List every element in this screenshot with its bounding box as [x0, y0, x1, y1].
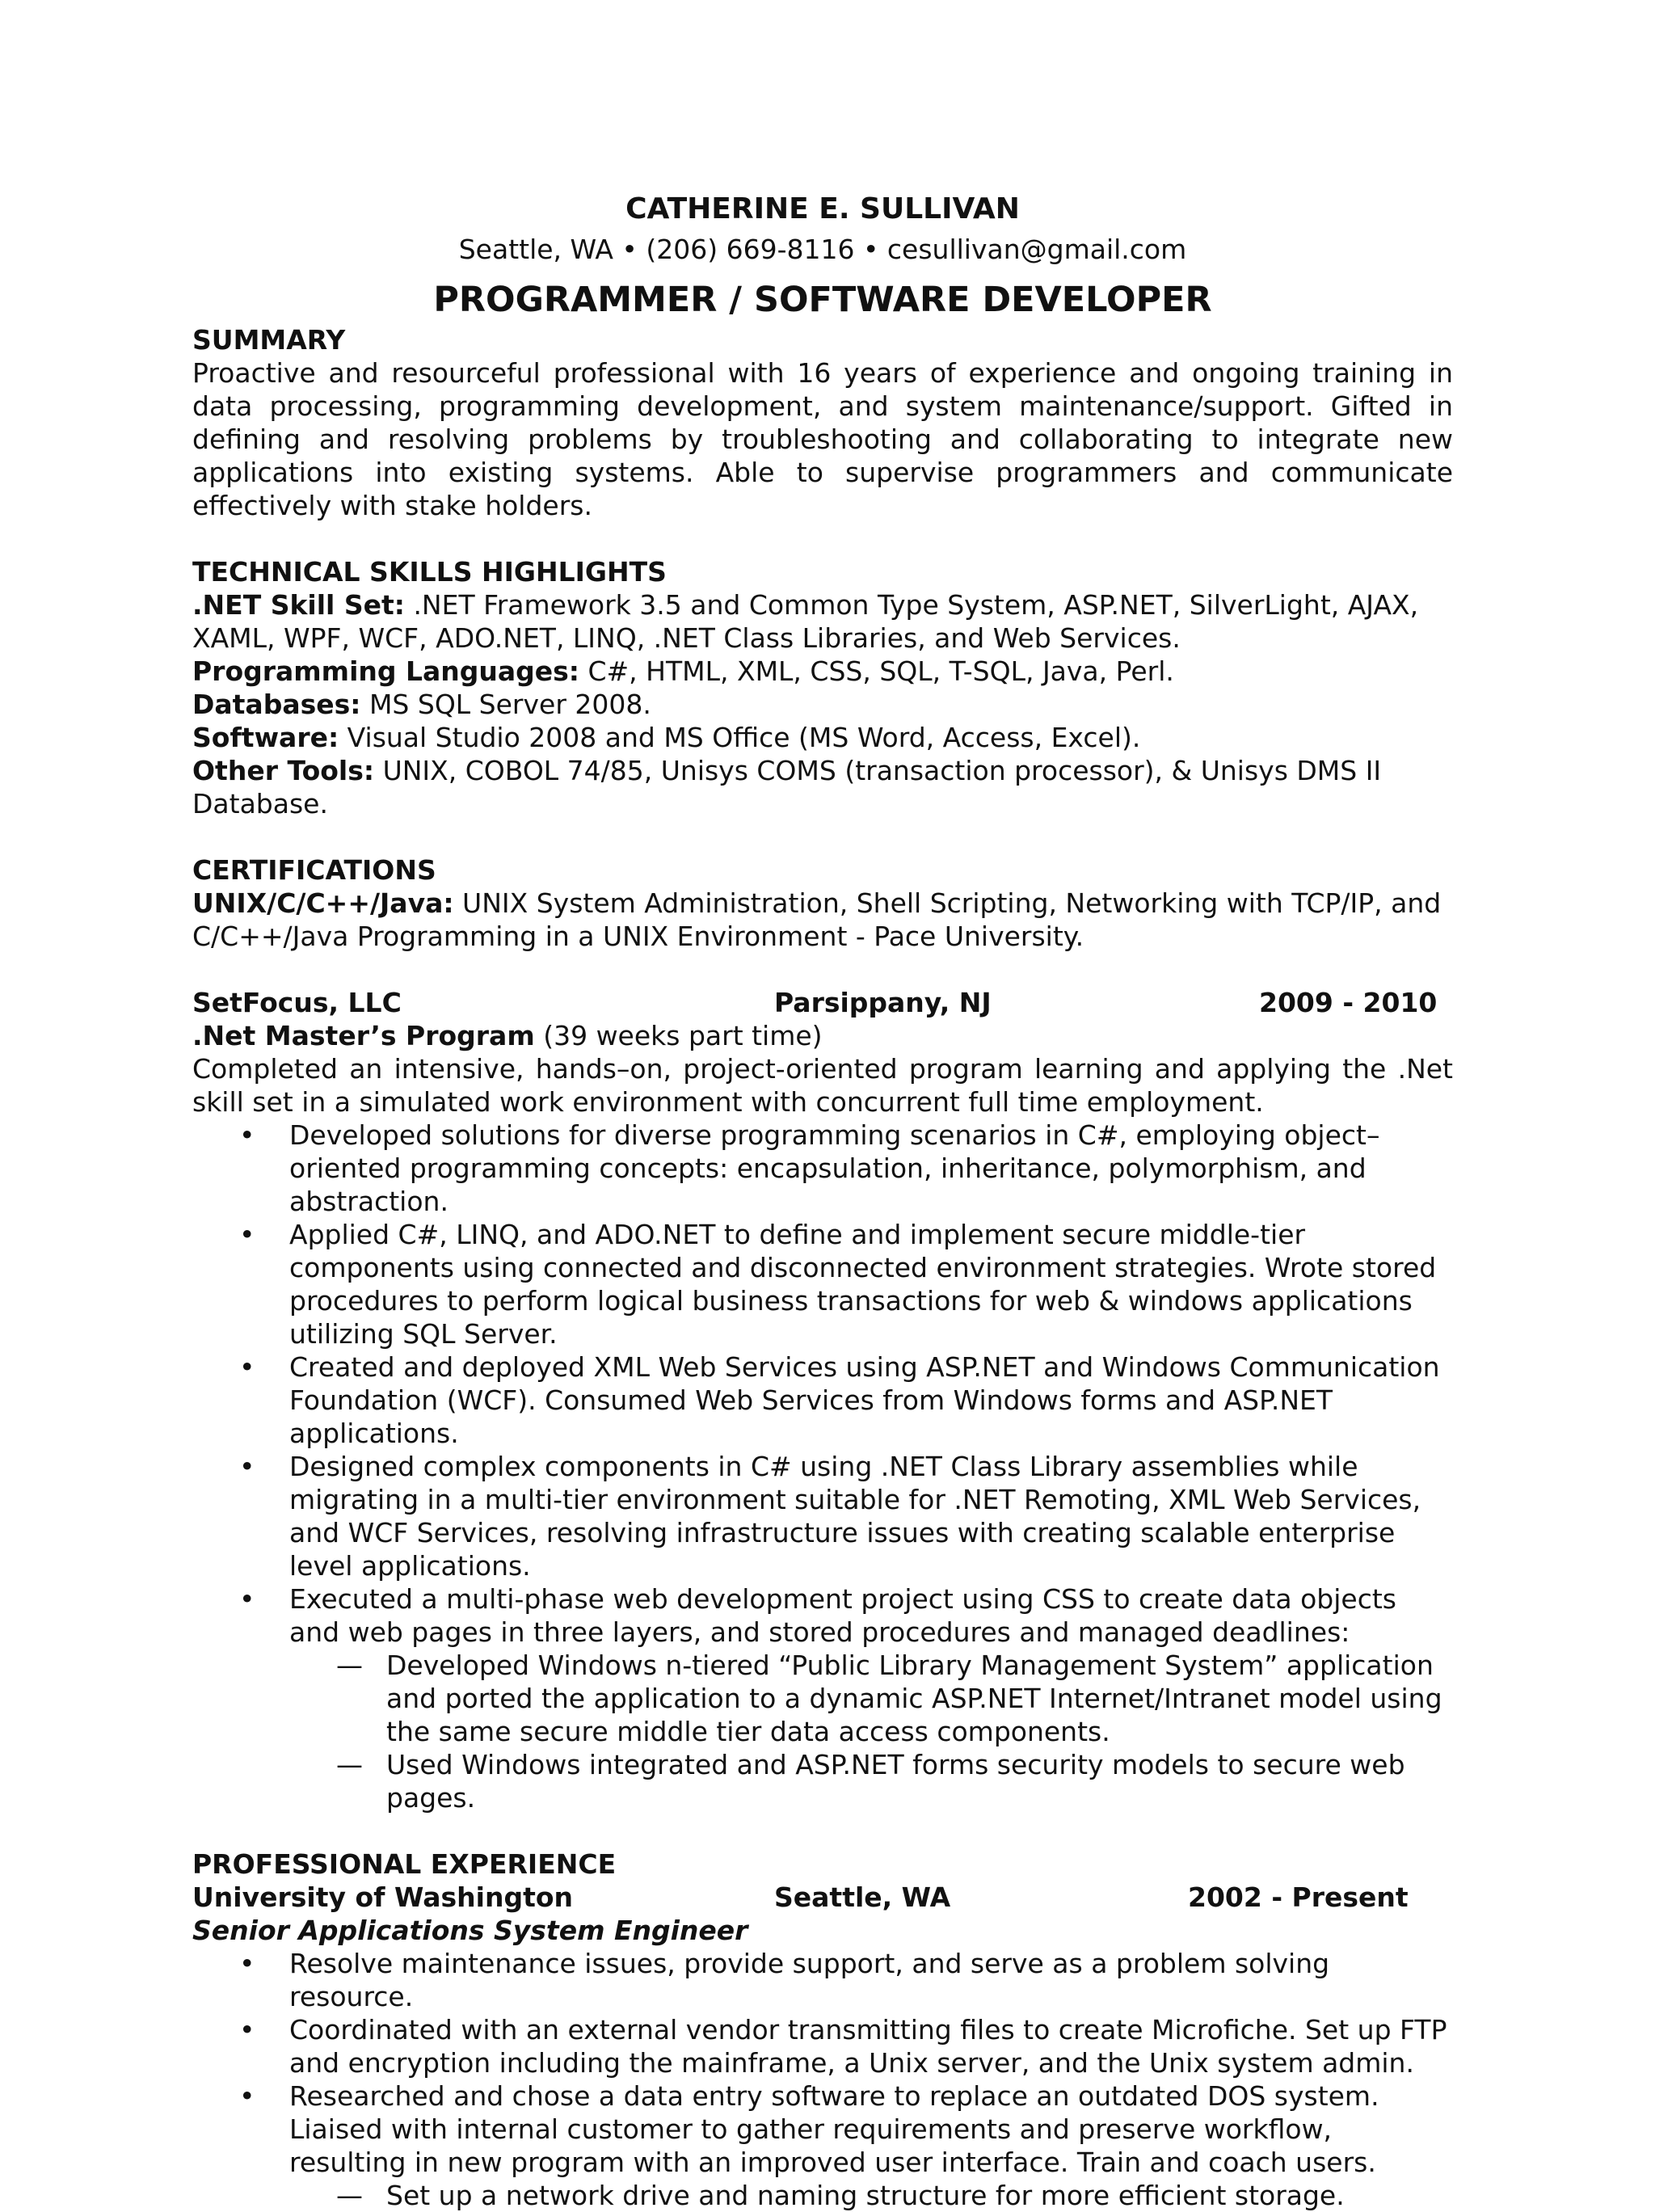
training-location: Parsippany, NJ: [774, 987, 992, 1018]
skill-label: Databases:: [192, 689, 361, 720]
training-sub-bullets: [192, 1649, 1453, 1814]
experience-sub-bullets: [192, 2179, 1453, 2212]
dash-icon: —: [336, 1650, 363, 1681]
skill-label: Software:: [192, 722, 339, 753]
list-item: • Designed complex components in C# using .NET Class Library assemblies while migrating in a multi-tier environment suitable for .NET Remoting, XML Web Services, and WCF Services, resolving infrastructure issues with creating scalable enterprise level applications.: [239, 1451, 1421, 1582]
contact-line: Seattle, WA • (206) 669-8116 • cesullivan@gmail.com: [458, 234, 1187, 265]
list-item: — Developed Windows n-tiered “Public Library Management System” application and ported the application to a dynamic ASP.NET Internet/Intranet model using the same secure middle tier data access components.: [336, 1650, 1442, 1747]
dash-icon: —: [336, 2180, 363, 2211]
training-employer-row: [192, 986, 1453, 1019]
list-item: — Set up a network drive and naming structure for more efficient storage.: [336, 2180, 1345, 2211]
list-item: • Coordinated with an external vendor transmitting files to create Microfiche. Set up FTP and encryption including the mainframe, a Unix server, and the Unix system admin.: [239, 2014, 1447, 2079]
bullet-icon: •: [239, 1351, 255, 1383]
experience-employer: University of Washington: [192, 1881, 574, 1913]
experience-title: PROFESSIONAL EXPERIENCE: [192, 1848, 617, 1880]
skill-value: UNIX, COBOL 74/85, Unisys COMS (transaction processor), & Unisys DMS II Database.: [192, 755, 1382, 819]
training-program: [192, 1019, 1453, 1052]
skill-software: [192, 721, 1453, 754]
skill-databases: [192, 688, 1453, 721]
skill-label: Programming Languages:: [192, 655, 579, 687]
skill-label: Other Tools:: [192, 755, 375, 786]
experience-dates: 2002 - Present: [1188, 1881, 1409, 1913]
bullet-icon: •: [239, 1583, 255, 1615]
training-employer: SetFocus, LLC: [192, 987, 402, 1018]
list-item: — Used Windows integrated and ASP.NET forms security models to secure web pages.: [336, 1749, 1405, 1814]
bullet-icon: •: [239, 2080, 255, 2112]
bullet-continuation: Liaised with internal customer to gather requirements and preserve workflow, resulting in new program with an improved user interface. Train and coach users.: [289, 2113, 1376, 2178]
experience-bullets: [192, 1947, 1453, 2179]
training-bullets: [192, 1119, 1453, 1649]
summary-title: SUMMARY: [192, 324, 346, 356]
list-item: • Resolve maintenance issues, provide support, and serve as a problem solving resource.: [239, 1948, 1330, 2012]
program-name: .Net Master’s Program: [192, 1020, 535, 1051]
bullet-icon: •: [239, 1219, 255, 1250]
program-note: (39 weeks part time): [534, 1020, 823, 1051]
skill-value: .NET Framework 3.5 and Common Type System, ASP.NET, SilverLight, AJAX, XAML, WPF, WCF, ADO.NET, LINQ, .NET Class Libraries, and Web Services.: [192, 589, 1419, 654]
skill-net: [192, 588, 1453, 655]
candidate-name: CATHERINE E. SULLIVAN: [625, 192, 1020, 225]
training-intro: Completed an intensive, hands–on, project-oriented program learning and applying the .Net skill set in a simulated work environment with concurrent full time employment.: [192, 1053, 1453, 1118]
list-item: • Created and deployed XML Web Services using ASP.NET and Windows Communication Foundation (WCF). Consumed Web Services from Windows forms and ASP.NET applications.: [239, 1351, 1440, 1449]
bullet-icon: •: [239, 1451, 255, 1482]
bullet-icon: •: [239, 1119, 255, 1151]
skill-other-tools: [192, 754, 1453, 820]
dash-icon: —: [336, 1749, 363, 1780]
summary-text: Proactive and resourceful professional with 16 years of experience and ongoing training in data processing, programming development, and system maintenance/support. Gifted in defining and resolving problems by troubleshooting and collaborating to integrate new applications into existing systems. Able to supervise programmers and communicate effectively with stake holders.: [192, 357, 1453, 521]
experience-location: Seattle, WA: [774, 1881, 951, 1913]
bullet-icon: •: [239, 1948, 255, 1979]
list-item: • Researched and chose a data entry software to replace an outdated DOS system. Liaised with internal customer to gather requirements and preserve workflow, resulting in new program with an improved user interface. Train and coach users.: [239, 2080, 1379, 2178]
training-dates: 2009 - 2010: [1259, 987, 1438, 1018]
skill-value: MS SQL Server 2008.: [360, 689, 651, 720]
skill-value: Visual Studio 2008 and MS Office (MS Word, Access, Excel).: [339, 722, 1141, 753]
bullet-icon: •: [239, 2014, 255, 2046]
certification-value: UNIX System Administration, Shell Scripting, Networking with TCP/IP, and C/C++/Java Programming in a UNIX Environment - Pace University.: [192, 887, 1442, 952]
resume-page: [192, 187, 1453, 2212]
skill-value: C#, HTML, XML, CSS, SQL, T-SQL, Java, Perl.: [579, 655, 1174, 687]
list-item: • Developed solutions for diverse programming scenarios in C#, employing object–oriented programming concepts: encapsulation, inheritance, polymorphism, and abstraction.: [239, 1119, 1380, 1217]
experience-role: Senior Applications System Engineer: [192, 1915, 748, 1946]
skill-languages: [192, 655, 1453, 688]
certifications-title: CERTIFICATIONS: [192, 854, 436, 886]
experience-employer-row: [192, 1881, 1453, 1914]
list-item: • Executed a multi-phase web development project using CSS to create data objects and web pages in three layers, and stored procedures and managed deadlines:: [239, 1583, 1396, 1648]
resume-headline: PROGRAMMER / SOFTWARE DEVELOPER: [433, 280, 1212, 320]
skills-title: TECHNICAL SKILLS HIGHLIGHTS: [192, 556, 667, 588]
skill-label: .NET Skill Set:: [192, 589, 405, 621]
list-item: • Applied C#, LINQ, and ADO.NET to define and implement secure middle-tier components using connected and disconnected environment strategies. Wrote stored procedures to perform logical business transactions for web & windows applications utilizing SQL Server.: [239, 1219, 1437, 1350]
certification-label: UNIX/C/C++/Java:: [192, 887, 454, 919]
certification-item: [192, 887, 1453, 953]
